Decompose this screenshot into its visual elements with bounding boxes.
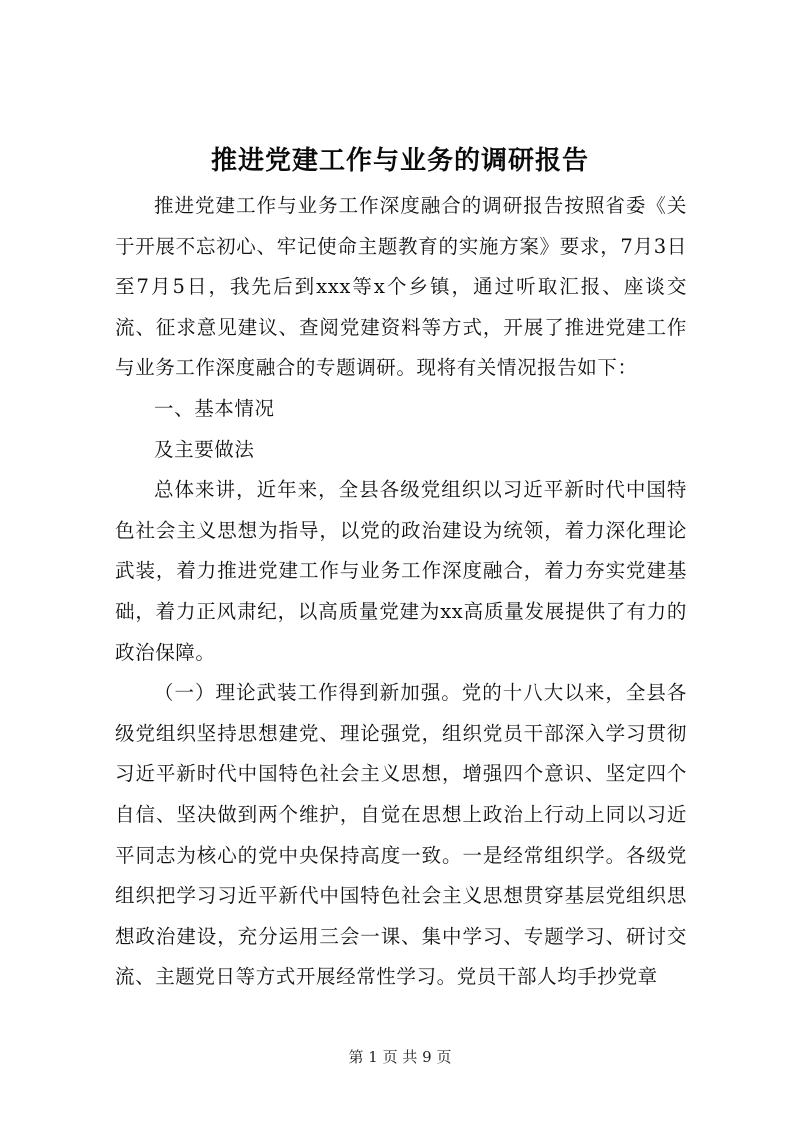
overview-paragraph: 总体来讲，近年来，全县各级党组织以习近平新时代中国特色社会主义思想为指导，以党的政治建设为统领，着力深化理论武装，着力推进党建工作与业务工作深度融合，着力夯实党建基础，着力正风肃纪，以高质量党建为xx高质量发展提供了有力的政治保障。 — [115, 478, 687, 664]
intro-paragraph: 推进党建工作与业务工作深度融合的调研报告按照省委《关于开展不忘初心、牢记使命主题教育的实施方案》要求，7月3日至7月5日，我先后到xxx等x个乡镇，通过听取汇报、座谈交流、征求意见建议、查阅党建资料等方式，开展了推进党建工作与业务工作深度融合的专题调研。现将有关情况报告如下： — [115, 194, 687, 380]
page-number-footer: 第 1 页 共 9 页 — [348, 1048, 452, 1066]
section-heading-main-practices: 及主要做法 — [154, 437, 255, 461]
section-heading-basic-situation: 一、基本情况 — [154, 396, 275, 420]
theory-paragraph: （一）理论武装工作得到新加强。党的十八大以来，全县各级党组织坚持思想建党、理论强党，组织党员干部深入学习贯彻习近平新时代中国特色社会主义思想，增强四个意识、坚定四个自信、坚决做到两个维护，自觉在思想上政治上行动上同以习近平同志为核心的党中央保持高度一致。一是经常组织学。各级党组织把学习习近平新代中国特色社会主义思想贯穿基层党组织思想政治建设，充分运用三会一课、集中学习、专题学习、研讨交流、主题党日等方式开展经常性学习。党员干部人均手抄党章 — [115, 681, 687, 989]
document-body — [115, 186, 687, 998]
document-title: 推进党建工作与业务的调研报告 — [210, 146, 589, 176]
